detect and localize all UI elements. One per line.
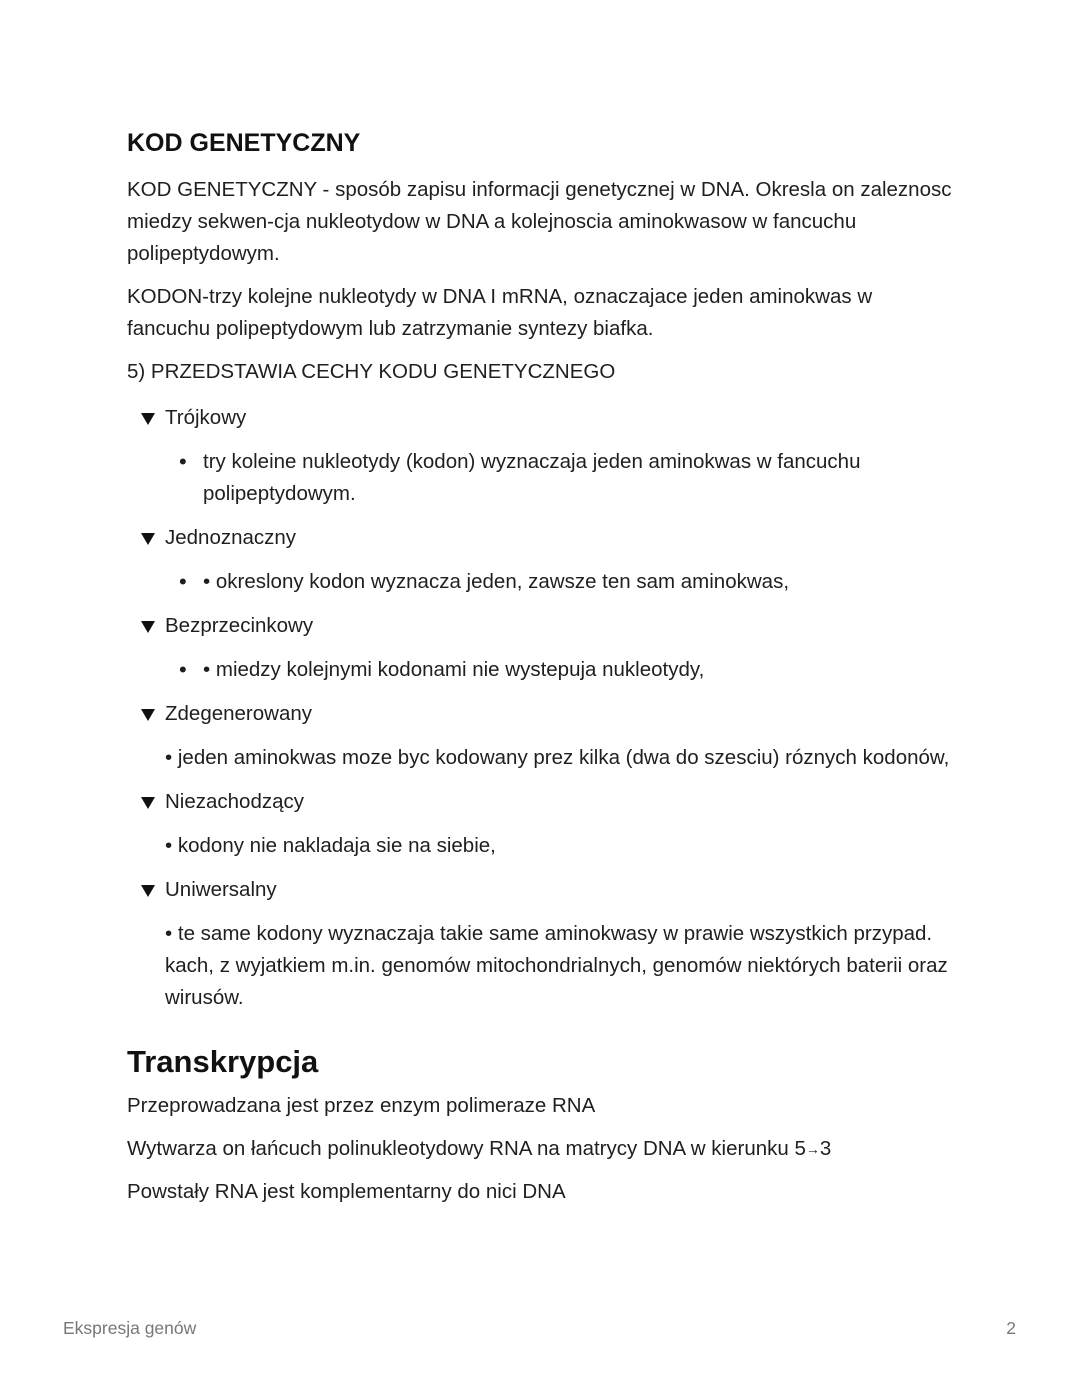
definition-paragraph: KOD GENETYCZNY - sposób zapisu informacji genetycznej w DNA. Okresla on zaleznosc miedzy sekwen-cja nukleotydow w DNA a kolejnoscia aminokwasow w fancuchu polipeptydowym. (127, 178, 952, 265)
toggle-header[interactable] (141, 698, 957, 730)
toggle-label: Niezachodzący (165, 790, 305, 813)
toggle-label: Bezprzecinkowy (165, 614, 314, 637)
toggle-triangle-icon[interactable] (141, 709, 155, 721)
transcription-line-text: 3 (819, 1137, 832, 1160)
transcription-line (127, 1133, 957, 1165)
bullet-list (165, 446, 957, 510)
transcription-line: Przeprowadzana jest przez enzym polimeraze RNA (127, 1094, 596, 1117)
list-item: • try koleine nukleotydy (kodon) wyznaczaja jeden aminokwas w fancuchu polipeptydowym. (179, 446, 957, 510)
codon-definition-paragraph: KODON-trzy kolejne nukleotydy w DNA I mRNA, oznaczajace jeden aminokwas w fancuchu polipeptydowym lub zatrzymanie syntezy biafka. (127, 285, 873, 340)
toggle-label: Zdegenerowany (165, 702, 313, 725)
toggle-trojkowy (141, 402, 957, 510)
toggle-triangle-icon[interactable] (141, 533, 155, 545)
toggle-label: Uniwersalny (165, 878, 277, 901)
toggle-uniwersalny (141, 874, 957, 1014)
arrow-right-icon: → (805, 1141, 820, 1157)
toggle-header[interactable] (141, 402, 957, 434)
toggle-header[interactable] (141, 786, 957, 818)
toggle-body (165, 654, 957, 686)
toggle-body: • jeden aminokwas moze byc kodowany prez kilka (dwa do szesciu) róznych kodonów, (165, 746, 950, 769)
toggle-body: • te same kodony wyznaczaja takie same aminokwasy w prawie wszystkich przypad. kach, z wyjatkiem m.in. genomów mitochondrialnych, genomów niektórych baterii oraz wirusów. (165, 922, 948, 1009)
toggle-header[interactable] (141, 522, 957, 554)
toggle-triangle-icon[interactable] (141, 413, 155, 425)
footer-page-number: 2 (1006, 1318, 1016, 1338)
transcription-line-text: Wytwarza on łańcuch polinukleotydowy RNA na matrycy DNA w kierunku 5 (127, 1137, 806, 1160)
toggle-header[interactable] (141, 874, 957, 906)
toggle-body (165, 446, 957, 510)
features-heading: 5) PRZEDSTAWIA CECHY KODU GENETYCZNEGO (127, 360, 616, 383)
toggle-niezachodzacy (141, 786, 957, 862)
toggle-body: • kodony nie nakladaja sie na siebie, (165, 834, 496, 857)
toggle-triangle-icon[interactable] (141, 621, 155, 633)
bullet-list (165, 566, 957, 598)
bullet-list (165, 654, 957, 686)
toggle-body (165, 566, 957, 598)
list-item: • • okreslony kodon wyznacza jeden, zawsze ten sam aminokwas, (179, 566, 957, 598)
toggle-label: Jednoznaczny (165, 526, 297, 549)
transcription-line: Powstały RNA jest komplementarny do nici DNA (127, 1180, 566, 1203)
toggle-header[interactable] (141, 610, 957, 642)
toggle-triangle-icon[interactable] (141, 797, 155, 809)
transcription-title: Transkrypcja (127, 1044, 319, 1079)
toggle-bezprzecinkowy (141, 610, 957, 686)
toggle-zdegenerowany (141, 698, 957, 774)
list-item: • • miedzy kolejnymi kodonami nie wystepuja nukleotydy, (179, 654, 957, 686)
toggle-triangle-icon[interactable] (141, 885, 155, 897)
page-content (127, 126, 957, 1219)
footer-doc-title: Ekspresja genów (63, 1318, 197, 1338)
toggle-label: Trójkowy (165, 406, 247, 429)
section-title: KOD GENETYCZNY (127, 129, 361, 157)
toggle-jednoznaczny (141, 522, 957, 598)
